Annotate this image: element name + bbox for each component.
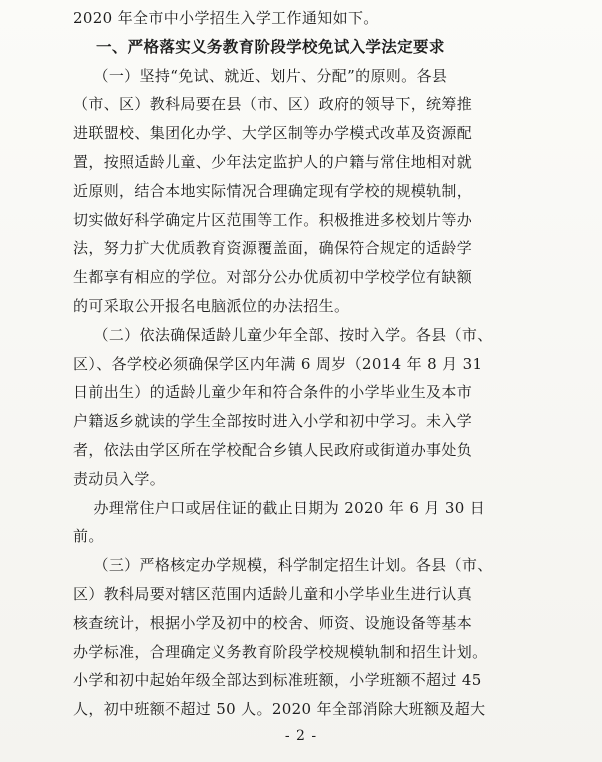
- text-line: 人，初中班额不超过 50 人。2020 年全部消除大班额及超大: [73, 700, 486, 719]
- text-line: 生都享有相应的学位。对部分公办优质初中学校学位有缺额: [73, 268, 473, 287]
- text-line: 小学和初中起始年级全部达到标准班额，小学班额不超过 45: [73, 671, 482, 690]
- text-line: （三）严格核定办学规模，科学制定招生计划。各县（市、: [73, 556, 493, 575]
- text-line: 法，努力扩大优质教育资源覆盖面，确保符合规定的适龄学: [73, 239, 473, 258]
- text-line: 近原则，结合本地实际情况合理确定现有学校的规模轨制，: [73, 181, 473, 200]
- text-line: 户籍返乡就读的学生全部按时进入小学和初中学习。未入学: [73, 412, 473, 431]
- text-line: （二）依法确保适龄儿童少年全部、按时入学。各县（市、: [73, 325, 493, 344]
- text-line: （市、区）教科局要在县（市、区）政府的领导下，统筹推: [73, 95, 473, 114]
- page-number: - 2 -: [284, 728, 318, 744]
- text-line: 核查统计，根据小学及初中的校舍、师资、设施设备等基本: [73, 613, 473, 632]
- text-line: 办理常住户口或居住证的截止日期为 2020 年 6 月 30 日: [73, 498, 486, 517]
- document-body: [73, 4, 527, 724]
- text-line: 责动员入学。: [73, 469, 166, 488]
- text-line: 切实做好科学确定片区范围等工作。积极推进多校划片等办: [73, 210, 473, 229]
- text-line: 2020 年全市中小学招生入学工作通知如下。: [73, 9, 379, 27]
- text-line: 置，按照适龄儿童、少年法定监护人的户籍与常住地相对就: [73, 152, 473, 171]
- text-line: 者，依法由学区所在学校配合乡镇人民政府或街道办事处负: [73, 440, 473, 459]
- text-line: 日前出生）的适龄儿童少年和符合条件的小学毕业生及本市: [73, 383, 473, 402]
- text-line: （一）坚持“免试、就近、划片、分配”的原则。各县: [73, 66, 448, 85]
- text-line: 的可采取公开报名电脑派位的办法招生。: [73, 296, 350, 315]
- section-heading: 一、严格落实义务教育阶段学校免试入学法定要求: [73, 37, 445, 56]
- text-line: 区）教科局要对辖区范围内适龄儿童和小学毕业生进行认真: [73, 584, 473, 603]
- text-line: 前。: [73, 527, 104, 546]
- text-line: 进联盟校、集团化办学、大学区制等办学模式改革及资源配: [73, 124, 473, 143]
- text-line: 区）、各学校必须确保学区内年满 6 周岁（2014 年 8 月 31: [73, 354, 483, 373]
- text-line: 办学标准，合理确定义务教育阶段学校规模轨制和招生计划。: [73, 642, 488, 661]
